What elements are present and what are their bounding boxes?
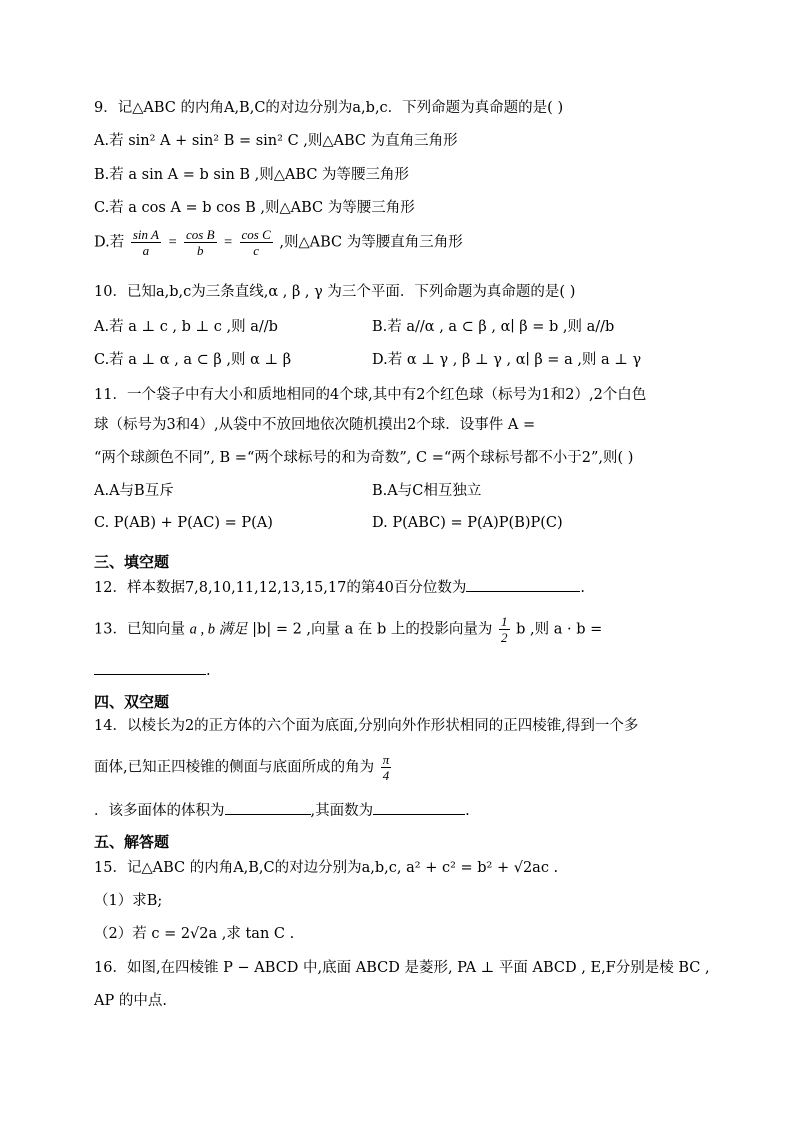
q10-stem: 10．已知a,b,c为三条直线,α , β , γ 为三个平面．下列命题为真命题的是( ) <box>94 284 576 300</box>
q10-option-d: D.若 α ⊥ γ , β ⊥ γ , α∣ β = a ,则 a ⊥ γ <box>372 352 642 368</box>
q11-option-b: B.A与C相互独立 <box>372 483 482 499</box>
q15-stem: 15．记△ABC 的内角A,B,C的对边分别为a,b,c, a² + c² = b² + √2ac . <box>94 860 559 876</box>
q16-line1: 16．如图,在四棱锥 P − ABCD 中,底面 ABCD 是菱形, PA ⊥ 平面 ABCD , E,F分别是棱 BC , <box>94 960 710 976</box>
q9-d-suffix: ,则△ABC 为等腰直角三角形 <box>279 234 463 251</box>
q14-line1: 14．以棱长为2的正方体的六个面为底面,分别向外作形状相同的正四棱锥,得到一个多 <box>94 718 639 734</box>
q13-frac: $\frac{1}{2}$ <box>501 614 508 645</box>
q14-line2: 面体,已知正四棱锥的侧面与底面所成的角为 $\frac{\pi}{4}$ <box>94 752 390 783</box>
q9-option-c: C.若 a cos A = b cos B ,则△ABC 为等腰三角形 <box>94 200 415 216</box>
q16-line2: AP 的中点. <box>94 993 167 1009</box>
q13: 13．已知向量 a , b 满足 |b| = 2 ,向量 a 在 b 上的投影向量为 $\frac{1}{2}$ b ,则 a · b = <box>94 614 603 645</box>
q11-option-c: C. P(AB) + P(AC) = P(A) <box>94 515 273 531</box>
q13-answer-line: . <box>94 660 211 681</box>
q12: 12．样本数据7,8,10,11,12,13,15,17的第40百分位数为 . <box>94 577 585 598</box>
q14-frac: $\frac{\pi}{4}$ <box>382 752 390 783</box>
q15-part2: （2）若 c = 2√2a ,求 tan C . <box>94 926 295 942</box>
section-heading-double-blank: 四、双空题 <box>94 693 170 711</box>
q9-d-frac1: $\frac{\text{sin A}}{a}$ <box>132 227 159 258</box>
q9-stem: 9．记△ABC 的内角A,B,C的对边分别为a,b,c．下列命题为真命题的是( ) <box>94 100 564 116</box>
q11-option-d: D. P(ABC) = P(A)P(B)P(C) <box>372 515 563 531</box>
q9-option-d: D.若 $\frac{\text{sin A}}{a}$ = $\frac{\text{cos B}}{b}$ = $\frac{\text{cos C}}{c}$ ,则△ABC 为等腰直角三角形 <box>94 227 463 258</box>
q9-d-prefix: D.若 <box>94 234 125 251</box>
q11-line1: 11．一个袋子中有大小和质地相同的4个球,其中有2个红色球（标号为1和2）,2个白色 <box>94 387 647 403</box>
q14-line3: ．该多面体的体积为 ,其面数为 . <box>94 800 470 821</box>
q15-part1: （1）求B; <box>94 893 163 909</box>
q11-line3: “两个球颜色不同”, B =“两个球标号的和为奇数”, C =“两个球标号都不小于2”,则( ) <box>94 450 634 466</box>
q9-option-a: A.若 sin² A + sin² B = sin² C ,则△ABC 为直角三角形 <box>94 133 458 149</box>
q10-option-a: A.若 a ⊥ c , b ⊥ c ,则 a//b <box>94 319 278 335</box>
q11-option-a: A.A与B互斥 <box>94 483 174 499</box>
q11-line2: 球（标号为3和4）,从袋中不放回地依次随机摸出2个球．设事件 A = <box>94 417 536 433</box>
q9-option-b: B.若 a sin A = b sin B ,则△ABC 为等腰三角形 <box>94 167 410 183</box>
q9-d-frac2: $\frac{\text{cos B}}{b}$ <box>185 227 215 258</box>
section-heading-solutions: 五、解答题 <box>94 833 170 851</box>
q10-option-b: B.若 a//α , a ⊂ β , α∣ β = b ,则 a//b <box>372 319 615 335</box>
q10-option-c: C.若 a ⊥ α , a ⊂ β ,则 α ⊥ β <box>94 352 292 368</box>
section-heading-fill-blank: 三、填空题 <box>94 553 170 571</box>
q9-d-frac3: $\frac{\text{cos C}}{c}$ <box>241 227 271 258</box>
